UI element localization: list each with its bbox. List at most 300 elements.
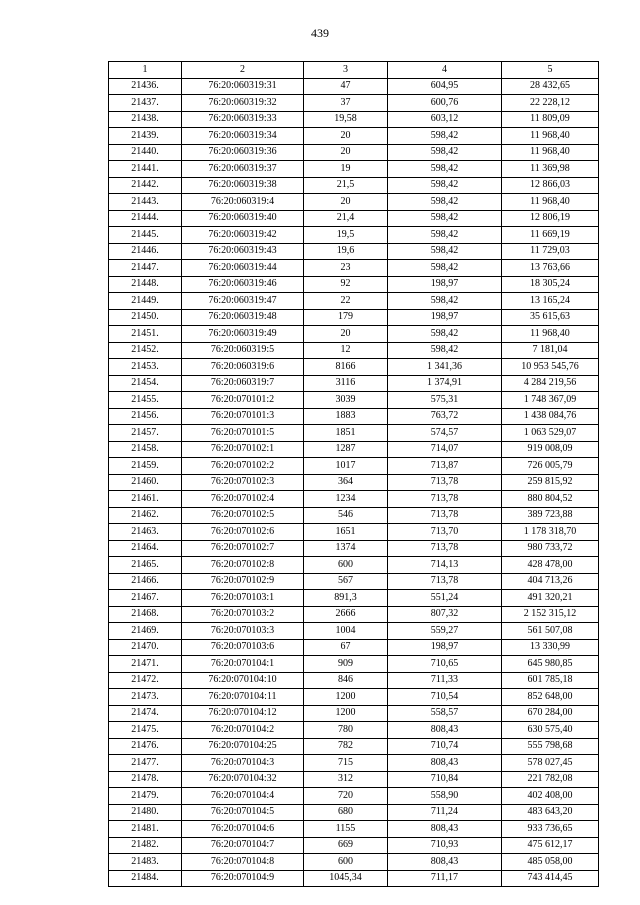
row-number-cell: 21448. — [109, 276, 182, 293]
table-row — [109, 474, 599, 491]
area-cell: 1200 — [304, 689, 388, 706]
row-number-cell: 21474. — [109, 705, 182, 722]
row-number-cell: 21455. — [109, 392, 182, 409]
area-cell: 21,4 — [304, 210, 388, 227]
row-number-cell: 21466. — [109, 573, 182, 590]
table-row — [109, 606, 599, 623]
column-header-1: 1 — [109, 62, 182, 79]
row-number-cell: 21439. — [109, 128, 182, 145]
area-cell: 1155 — [304, 821, 388, 838]
row-number-cell: 21479. — [109, 788, 182, 805]
row-number-cell: 21436. — [109, 78, 182, 95]
cadastral-value-cell: 630 575,40 — [502, 722, 599, 739]
cadastral-value-cell: 12 806,19 — [502, 210, 599, 227]
area-cell: 891,3 — [304, 590, 388, 607]
row-number-cell: 21437. — [109, 95, 182, 112]
cadastral-value-cell: 28 432,65 — [502, 78, 599, 95]
cadastral-value-cell: 485 058,00 — [502, 854, 599, 871]
table-row — [109, 293, 599, 310]
table-row — [109, 870, 599, 887]
specific-value-cell: 598,42 — [388, 227, 502, 244]
row-number-cell: 21465. — [109, 557, 182, 574]
cadastral-number-cell: 76:20:070104:1 — [182, 656, 304, 673]
area-cell: 312 — [304, 771, 388, 788]
table-row — [109, 425, 599, 442]
specific-value-cell: 598,42 — [388, 260, 502, 277]
cadastral-number-cell: 76:20:070102:8 — [182, 557, 304, 574]
cadastral-value-cell: 601 785,18 — [502, 672, 599, 689]
specific-value-cell: 711,24 — [388, 804, 502, 821]
table-row — [109, 144, 599, 161]
row-number-cell: 21438. — [109, 111, 182, 128]
row-number-cell: 21480. — [109, 804, 182, 821]
table-row — [109, 161, 599, 178]
cadastral-number-cell: 76:20:070104:3 — [182, 755, 304, 772]
row-number-cell: 21482. — [109, 837, 182, 854]
specific-value-cell: 1 374,91 — [388, 375, 502, 392]
cadastral-number-cell: 76:20:060319:37 — [182, 161, 304, 178]
row-number-cell: 21471. — [109, 656, 182, 673]
specific-value-cell: 711,17 — [388, 870, 502, 887]
specific-value-cell: 714,07 — [388, 441, 502, 458]
cadastral-number-cell: 76:20:070104:32 — [182, 771, 304, 788]
cadastral-number-cell: 76:20:070102:1 — [182, 441, 304, 458]
table-row — [109, 771, 599, 788]
area-cell: 680 — [304, 804, 388, 821]
cadastral-value-cell: 578 027,45 — [502, 755, 599, 772]
row-number-cell: 21444. — [109, 210, 182, 227]
row-number-cell: 21442. — [109, 177, 182, 194]
table-header — [109, 62, 599, 79]
specific-value-cell: 198,97 — [388, 639, 502, 656]
area-cell: 1374 — [304, 540, 388, 557]
table-row — [109, 392, 599, 409]
specific-value-cell: 711,33 — [388, 672, 502, 689]
row-number-cell: 21478. — [109, 771, 182, 788]
table-row — [109, 210, 599, 227]
table-row — [109, 507, 599, 524]
table-row — [109, 639, 599, 656]
cadastral-number-cell: 76:20:060319:34 — [182, 128, 304, 145]
cadastral-number-cell: 76:20:060319:46 — [182, 276, 304, 293]
table-row — [109, 590, 599, 607]
specific-value-cell: 598,42 — [388, 243, 502, 260]
table-row — [109, 243, 599, 260]
row-number-cell: 21481. — [109, 821, 182, 838]
specific-value-cell: 763,72 — [388, 408, 502, 425]
cadastral-value-cell: 852 648,00 — [502, 689, 599, 706]
cadastral-number-cell: 76:20:070103:2 — [182, 606, 304, 623]
row-number-cell: 21460. — [109, 474, 182, 491]
row-number-cell: 21441. — [109, 161, 182, 178]
cadastral-value-cell: 4 284 219,56 — [502, 375, 599, 392]
row-number-cell: 21472. — [109, 672, 182, 689]
row-number-cell: 21463. — [109, 524, 182, 541]
table-row — [109, 623, 599, 640]
table-row — [109, 524, 599, 541]
cadastral-value-cell: 1 748 367,09 — [502, 392, 599, 409]
specific-value-cell: 575,31 — [388, 392, 502, 409]
row-number-cell: 21484. — [109, 870, 182, 887]
area-cell: 8166 — [304, 359, 388, 376]
specific-value-cell: 713,78 — [388, 491, 502, 508]
cadastral-value-cell: 483 643,20 — [502, 804, 599, 821]
area-cell: 600 — [304, 854, 388, 871]
cadastral-number-cell: 76:20:060319:5 — [182, 342, 304, 359]
cadastral-number-cell: 76:20:070102:4 — [182, 491, 304, 508]
area-cell: 3116 — [304, 375, 388, 392]
table-row — [109, 276, 599, 293]
cadastral-number-cell: 76:20:060319:48 — [182, 309, 304, 326]
table-row — [109, 309, 599, 326]
row-number-cell: 21459. — [109, 458, 182, 475]
area-cell: 22 — [304, 293, 388, 310]
cadastral-value-cell: 670 284,00 — [502, 705, 599, 722]
table-body — [109, 78, 599, 887]
column-header-2: 2 — [182, 62, 304, 79]
area-cell: 909 — [304, 656, 388, 673]
cadastral-value-cell: 475 612,17 — [502, 837, 599, 854]
cadastral-value-cell: 11 809,09 — [502, 111, 599, 128]
area-cell: 20 — [304, 326, 388, 343]
row-number-cell: 21477. — [109, 755, 182, 772]
specific-value-cell: 600,76 — [388, 95, 502, 112]
table-row — [109, 722, 599, 739]
row-number-cell: 21440. — [109, 144, 182, 161]
cadastral-number-cell: 76:20:060319:38 — [182, 177, 304, 194]
specific-value-cell: 598,42 — [388, 144, 502, 161]
specific-value-cell: 598,42 — [388, 326, 502, 343]
table-row — [109, 755, 599, 772]
row-number-cell: 21447. — [109, 260, 182, 277]
table-row — [109, 458, 599, 475]
cadastral-number-cell: 76:20:060319:7 — [182, 375, 304, 392]
specific-value-cell: 598,42 — [388, 210, 502, 227]
specific-value-cell: 559,27 — [388, 623, 502, 640]
specific-value-cell: 713,78 — [388, 573, 502, 590]
cadastral-number-cell: 76:20:070102:3 — [182, 474, 304, 491]
area-cell: 782 — [304, 738, 388, 755]
cadastral-number-cell: 76:20:060319:44 — [182, 260, 304, 277]
specific-value-cell: 604,95 — [388, 78, 502, 95]
cadastral-number-cell: 76:20:070104:12 — [182, 705, 304, 722]
specific-value-cell: 710,54 — [388, 689, 502, 706]
cadastral-value-cell: 933 736,65 — [502, 821, 599, 838]
cadastral-value-cell: 880 804,52 — [502, 491, 599, 508]
specific-value-cell: 713,78 — [388, 474, 502, 491]
specific-value-cell: 598,42 — [388, 342, 502, 359]
area-cell: 19,58 — [304, 111, 388, 128]
cadastral-value-cell: 7 181,04 — [502, 342, 599, 359]
cadastral-value-cell: 402 408,00 — [502, 788, 599, 805]
table-row — [109, 260, 599, 277]
specific-value-cell: 808,43 — [388, 755, 502, 772]
cadastral-number-cell: 76:20:070104:2 — [182, 722, 304, 739]
row-number-cell: 21451. — [109, 326, 182, 343]
row-number-cell: 21483. — [109, 854, 182, 871]
cadastral-value-table — [108, 61, 599, 887]
specific-value-cell: 574,57 — [388, 425, 502, 442]
cadastral-number-cell: 76:20:070102:2 — [182, 458, 304, 475]
cadastral-value-cell: 389 723,88 — [502, 507, 599, 524]
cadastral-number-cell: 76:20:060319:4 — [182, 194, 304, 211]
column-header-4: 4 — [388, 62, 502, 79]
specific-value-cell: 198,97 — [388, 309, 502, 326]
cadastral-number-cell: 76:20:060319:36 — [182, 144, 304, 161]
table-row — [109, 359, 599, 376]
specific-value-cell: 598,42 — [388, 161, 502, 178]
specific-value-cell: 808,43 — [388, 821, 502, 838]
specific-value-cell: 710,74 — [388, 738, 502, 755]
table-row — [109, 342, 599, 359]
area-cell: 1017 — [304, 458, 388, 475]
area-cell: 780 — [304, 722, 388, 739]
cadastral-value-cell: 35 615,63 — [502, 309, 599, 326]
cadastral-number-cell: 76:20:070104:6 — [182, 821, 304, 838]
specific-value-cell: 713,78 — [388, 507, 502, 524]
specific-value-cell: 710,93 — [388, 837, 502, 854]
area-cell: 567 — [304, 573, 388, 590]
cadastral-number-cell: 76:20:060319:42 — [182, 227, 304, 244]
row-number-cell: 21446. — [109, 243, 182, 260]
row-number-cell: 21469. — [109, 623, 182, 640]
row-number-cell: 21461. — [109, 491, 182, 508]
table-row — [109, 573, 599, 590]
area-cell: 1883 — [304, 408, 388, 425]
area-cell: 19 — [304, 161, 388, 178]
table-row — [109, 656, 599, 673]
area-cell: 12 — [304, 342, 388, 359]
area-cell: 720 — [304, 788, 388, 805]
specific-value-cell: 551,24 — [388, 590, 502, 607]
specific-value-cell: 1 341,36 — [388, 359, 502, 376]
cadastral-number-cell: 76:20:060319:33 — [182, 111, 304, 128]
cadastral-value-cell: 18 305,24 — [502, 276, 599, 293]
table-row — [109, 491, 599, 508]
table-row — [109, 705, 599, 722]
cadastral-value-cell: 22 228,12 — [502, 95, 599, 112]
cadastral-value-cell: 11 369,98 — [502, 161, 599, 178]
cadastral-value-cell: 2 152 315,12 — [502, 606, 599, 623]
cadastral-value-cell: 11 968,40 — [502, 326, 599, 343]
table-row — [109, 227, 599, 244]
area-cell: 20 — [304, 144, 388, 161]
cadastral-number-cell: 76:20:070104:8 — [182, 854, 304, 871]
area-cell: 92 — [304, 276, 388, 293]
cadastral-number-cell: 76:20:070104:7 — [182, 837, 304, 854]
cadastral-number-cell: 76:20:070104:10 — [182, 672, 304, 689]
cadastral-value-cell: 221 782,08 — [502, 771, 599, 788]
area-cell: 3039 — [304, 392, 388, 409]
cadastral-number-cell: 76:20:070104:11 — [182, 689, 304, 706]
cadastral-value-cell: 428 478,00 — [502, 557, 599, 574]
cadastral-value-cell: 980 733,72 — [502, 540, 599, 557]
table-row — [109, 111, 599, 128]
area-cell: 1234 — [304, 491, 388, 508]
specific-value-cell: 713,78 — [388, 540, 502, 557]
table-row — [109, 788, 599, 805]
row-number-cell: 21452. — [109, 342, 182, 359]
row-number-cell: 21473. — [109, 689, 182, 706]
page-number: 439 — [311, 26, 329, 40]
cadastral-value-cell: 491 320,21 — [502, 590, 599, 607]
cadastral-value-cell: 645 980,85 — [502, 656, 599, 673]
area-cell: 20 — [304, 128, 388, 145]
cadastral-number-cell: 76:20:070104:9 — [182, 870, 304, 887]
area-cell: 1287 — [304, 441, 388, 458]
row-number-cell: 21457. — [109, 425, 182, 442]
specific-value-cell: 714,13 — [388, 557, 502, 574]
cadastral-value-cell: 10 953 545,76 — [502, 359, 599, 376]
row-number-cell: 21458. — [109, 441, 182, 458]
cadastral-value-cell: 726 005,79 — [502, 458, 599, 475]
specific-value-cell: 558,90 — [388, 788, 502, 805]
row-number-cell: 21467. — [109, 590, 182, 607]
specific-value-cell: 808,43 — [388, 722, 502, 739]
area-cell: 20 — [304, 194, 388, 211]
cadastral-value-cell: 259 815,92 — [502, 474, 599, 491]
row-number-cell: 21476. — [109, 738, 182, 755]
cadastral-value-cell: 1 438 084,76 — [502, 408, 599, 425]
table-row — [109, 78, 599, 95]
cadastral-value-cell: 13 165,24 — [502, 293, 599, 310]
cadastral-number-cell: 76:20:070101:3 — [182, 408, 304, 425]
row-number-cell: 21462. — [109, 507, 182, 524]
row-number-cell: 21470. — [109, 639, 182, 656]
table-row — [109, 854, 599, 871]
cadastral-value-cell: 13 763,66 — [502, 260, 599, 277]
area-cell: 846 — [304, 672, 388, 689]
cadastral-number-cell: 76:20:060319:32 — [182, 95, 304, 112]
row-number-cell: 21454. — [109, 375, 182, 392]
specific-value-cell: 598,42 — [388, 194, 502, 211]
cadastral-value-cell: 13 330,99 — [502, 639, 599, 656]
specific-value-cell: 598,42 — [388, 293, 502, 310]
specific-value-cell: 598,42 — [388, 177, 502, 194]
cadastral-number-cell: 76:20:070104:25 — [182, 738, 304, 755]
area-cell: 669 — [304, 837, 388, 854]
cadastral-value-cell: 743 414,45 — [502, 870, 599, 887]
row-number-cell: 21464. — [109, 540, 182, 557]
row-number-cell: 21475. — [109, 722, 182, 739]
cadastral-number-cell: 76:20:070102:6 — [182, 524, 304, 541]
table-row — [109, 194, 599, 211]
row-number-cell: 21443. — [109, 194, 182, 211]
cadastral-value-cell: 555 798,68 — [502, 738, 599, 755]
area-cell: 600 — [304, 557, 388, 574]
row-number-cell: 21453. — [109, 359, 182, 376]
cadastral-number-cell: 76:20:070104:5 — [182, 804, 304, 821]
table-row — [109, 95, 599, 112]
table-row — [109, 804, 599, 821]
table-row — [109, 128, 599, 145]
area-cell: 47 — [304, 78, 388, 95]
cadastral-value-cell: 11 729,03 — [502, 243, 599, 260]
row-number-cell: 21449. — [109, 293, 182, 310]
specific-value-cell: 558,57 — [388, 705, 502, 722]
cadastral-number-cell: 76:20:060319:40 — [182, 210, 304, 227]
area-cell: 179 — [304, 309, 388, 326]
cadastral-number-cell: 76:20:070101:5 — [182, 425, 304, 442]
specific-value-cell: 198,97 — [388, 276, 502, 293]
cadastral-number-cell: 76:20:060319:43 — [182, 243, 304, 260]
cadastral-number-cell: 76:20:060319:49 — [182, 326, 304, 343]
area-cell: 364 — [304, 474, 388, 491]
row-number-cell: 21456. — [109, 408, 182, 425]
area-cell: 19,6 — [304, 243, 388, 260]
table-row — [109, 326, 599, 343]
cadastral-value-cell: 561 507,08 — [502, 623, 599, 640]
table-row — [109, 557, 599, 574]
table-row — [109, 408, 599, 425]
specific-value-cell: 603,12 — [388, 111, 502, 128]
area-cell: 546 — [304, 507, 388, 524]
area-cell: 2666 — [304, 606, 388, 623]
area-cell: 715 — [304, 755, 388, 772]
area-cell: 37 — [304, 95, 388, 112]
cadastral-number-cell: 76:20:070102:5 — [182, 507, 304, 524]
table-row — [109, 689, 599, 706]
cadastral-number-cell: 76:20:070102:7 — [182, 540, 304, 557]
specific-value-cell: 598,42 — [388, 128, 502, 145]
area-cell: 1651 — [304, 524, 388, 541]
row-number-cell: 21445. — [109, 227, 182, 244]
area-cell: 67 — [304, 639, 388, 656]
table-row — [109, 837, 599, 854]
cadastral-value-cell: 404 713,26 — [502, 573, 599, 590]
area-cell: 19,5 — [304, 227, 388, 244]
cadastral-value-cell: 11 968,40 — [502, 144, 599, 161]
specific-value-cell: 713,87 — [388, 458, 502, 475]
cadastral-value-cell: 11 669,19 — [502, 227, 599, 244]
column-header-5: 5 — [502, 62, 599, 79]
table-row — [109, 738, 599, 755]
specific-value-cell: 710,84 — [388, 771, 502, 788]
cadastral-number-cell: 76:20:070104:4 — [182, 788, 304, 805]
cadastral-number-cell: 76:20:060319:6 — [182, 359, 304, 376]
cadastral-value-cell: 919 008,09 — [502, 441, 599, 458]
specific-value-cell: 713,70 — [388, 524, 502, 541]
header-row — [109, 62, 599, 79]
cadastral-number-cell: 76:20:060319:47 — [182, 293, 304, 310]
cadastral-number-cell: 76:20:070103:6 — [182, 639, 304, 656]
cadastral-value-cell: 11 968,40 — [502, 194, 599, 211]
specific-value-cell: 808,43 — [388, 854, 502, 871]
table-row — [109, 177, 599, 194]
table-row — [109, 821, 599, 838]
table-row — [109, 540, 599, 557]
cadastral-value-cell: 11 968,40 — [502, 128, 599, 145]
area-cell: 21,5 — [304, 177, 388, 194]
row-number-cell: 21450. — [109, 309, 182, 326]
table-row — [109, 441, 599, 458]
cadastral-number-cell: 76:20:070102:9 — [182, 573, 304, 590]
cadastral-number-cell: 76:20:070101:2 — [182, 392, 304, 409]
area-cell: 1200 — [304, 705, 388, 722]
area-cell: 23 — [304, 260, 388, 277]
specific-value-cell: 807,32 — [388, 606, 502, 623]
row-number-cell: 21468. — [109, 606, 182, 623]
area-cell: 1851 — [304, 425, 388, 442]
cadastral-number-cell: 76:20:060319:31 — [182, 78, 304, 95]
cadastral-number-cell: 76:20:070103:1 — [182, 590, 304, 607]
cadastral-value-cell: 12 866,03 — [502, 177, 599, 194]
cadastral-value-cell: 1 063 529,07 — [502, 425, 599, 442]
specific-value-cell: 710,65 — [388, 656, 502, 673]
area-cell: 1004 — [304, 623, 388, 640]
cadastral-value-cell: 1 178 318,70 — [502, 524, 599, 541]
table-row — [109, 672, 599, 689]
